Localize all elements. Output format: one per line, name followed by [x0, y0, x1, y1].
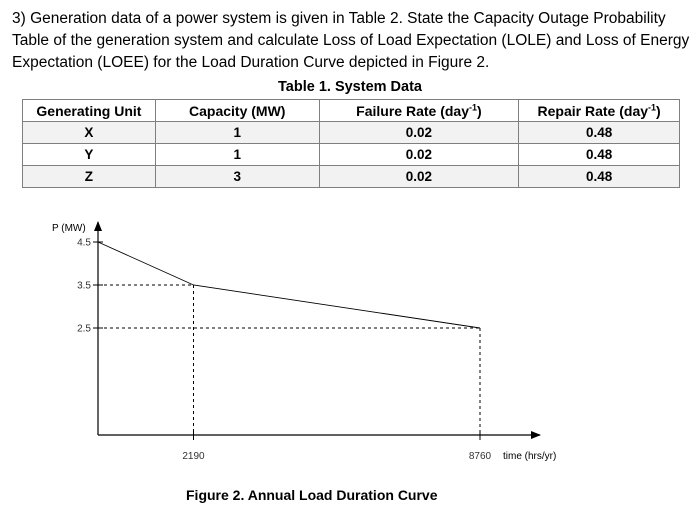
x-tick-label: 2190 [182, 451, 205, 462]
x-tick-label: 8760 [468, 451, 492, 462]
cell-capacity: 3 [155, 166, 319, 188]
cell-capacity: 1 [155, 122, 319, 144]
header-repair-rate: Repair Rate (day$^{-1}$) [519, 100, 680, 122]
cell-failure-rate: 0.02 [319, 166, 519, 188]
load-duration-curve [98, 242, 480, 328]
y-axis-label: P (MW) [52, 223, 86, 234]
x-axis-label: time (hrs/yr) [503, 451, 557, 462]
y-tick-label: 2.5 [77, 323, 91, 335]
cell-unit: Y [23, 144, 156, 166]
y-tick-label: 4.5 [77, 237, 91, 249]
header-capacity: Capacity (MW) [155, 100, 319, 122]
cell-repair-rate: 0.48 [519, 166, 680, 188]
header-generating-unit: Generating Unit [23, 100, 156, 122]
cell-repair-rate: 0.48 [519, 122, 680, 144]
cell-capacity: 1 [155, 144, 319, 166]
question-text: 3) Generation data of a power system is given in Table 2. State the Capacity Outage Probability Table of the generation system and calculate Loss of Load Expectation (LOLE) and Loss of Energy Expectation (LOEE) for the Load Duration Curve depicted in Figure 2. [12, 10, 690, 71]
cell-unit: X [23, 122, 156, 144]
cell-failure-rate: 0.02 [319, 122, 519, 144]
table-title: Table 1. System Data [278, 79, 422, 95]
header-failure-rate: Failure Rate (day$^{-1}$) [319, 100, 519, 122]
y-tick-label: 3.5 [77, 280, 91, 292]
cell-repair-rate: 0.48 [519, 144, 680, 166]
cell-unit: Z [23, 166, 156, 188]
figure-caption: Figure 2. Annual Load Duration Curve [186, 487, 438, 503]
cell-failure-rate: 0.02 [319, 144, 519, 166]
